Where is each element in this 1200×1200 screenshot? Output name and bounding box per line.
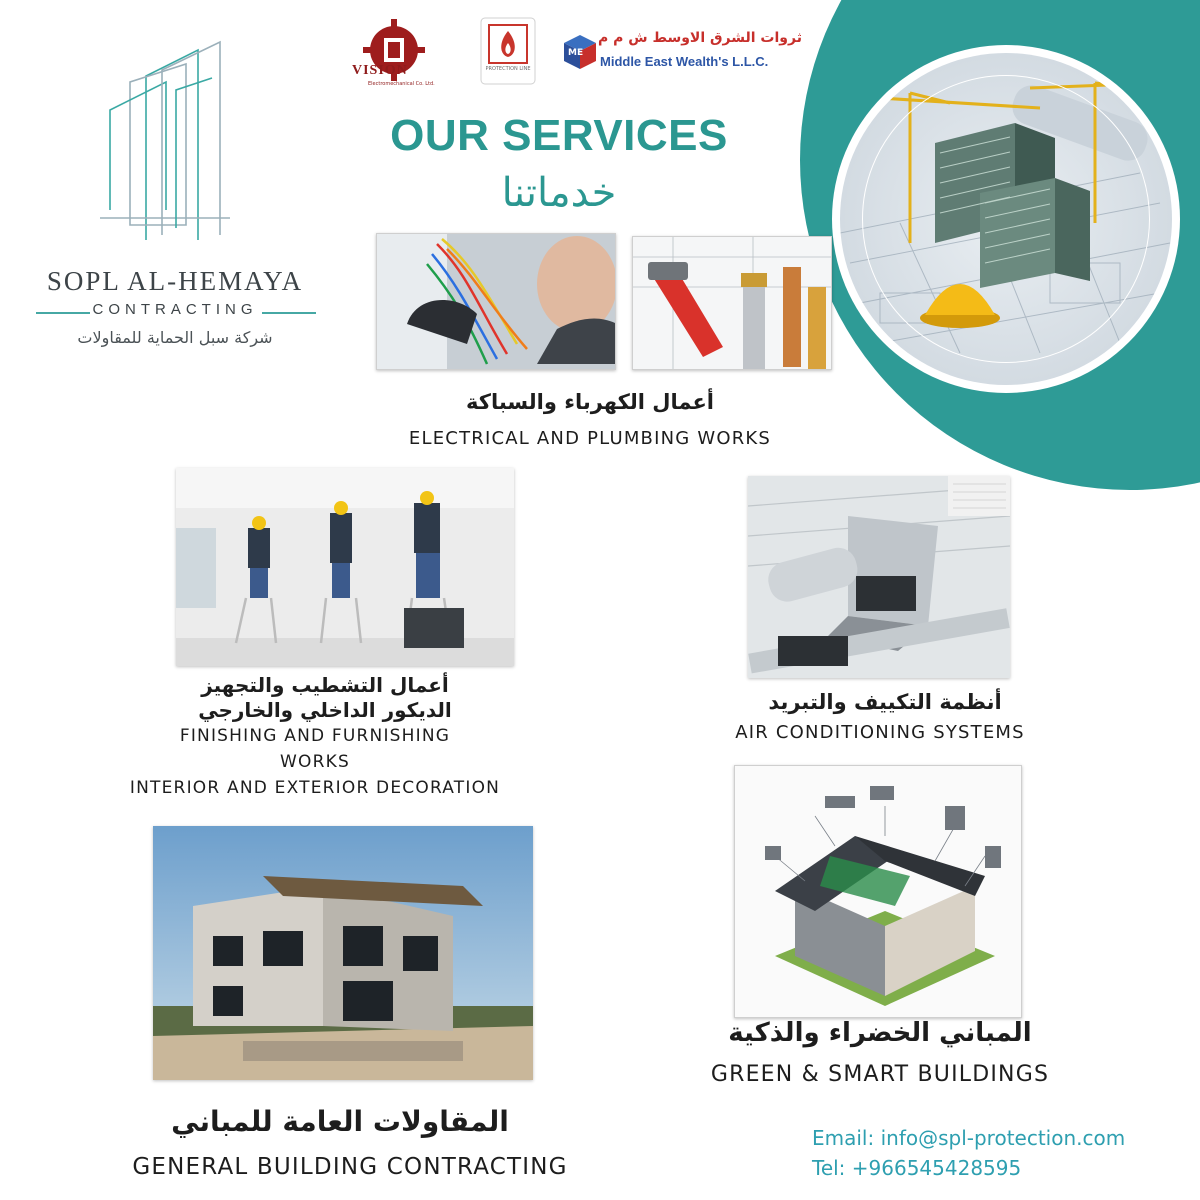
middle-east-wealth-mark-text: ME xyxy=(568,48,584,58)
hero-inner-ring xyxy=(862,75,1150,363)
plumbing-tools-image xyxy=(632,236,832,370)
general-caption-arabic: المقاولات العامة للمباني xyxy=(171,1105,509,1138)
finishing-caption-english-line3: INTERIOR AND EXTERIOR DECORATION xyxy=(129,778,501,798)
vision-logo-subtext: Electromechanical Co. Ltd. xyxy=(368,81,435,87)
page-title: OUR SERVICES xyxy=(390,111,728,160)
general-contracting-image xyxy=(153,826,533,1080)
finishing-caption-arabic-line1: أعمال التشطيب والتجهيز xyxy=(201,673,449,697)
finishing-work-image xyxy=(176,468,514,666)
contact-phone[interactable]: Tel: +966545428595 xyxy=(812,1156,1022,1180)
finishing-caption-english-line1: FINISHING AND FURNISHING xyxy=(179,726,451,746)
vision-logo-text: VISION xyxy=(352,63,408,78)
ac-caption-arabic: أنظمة التكييف والتبريد xyxy=(768,690,1002,714)
smart-building-image xyxy=(734,765,1022,1018)
air-conditioning-image xyxy=(748,476,1010,678)
electrical-work-image xyxy=(376,233,616,370)
brand-name: SOPL AL-HEMAYA xyxy=(46,266,304,296)
protection-line-logo xyxy=(480,17,536,85)
finishing-caption-arabic-line2: الديكور الداخلي والخارجي xyxy=(198,698,452,722)
smart-caption-arabic: المباني الخضراء والذكية xyxy=(728,1018,1032,1048)
contact-email[interactable]: Email: info@spl-protection.com xyxy=(812,1126,1126,1150)
smart-caption-english: GREEN & SMART BUILDINGS xyxy=(710,1062,1050,1087)
protection-line-text: PROTECTION LINE xyxy=(485,66,531,72)
company-logo xyxy=(90,20,250,245)
electrical-caption-arabic: أعمال الكهرباء والسباكة xyxy=(466,390,714,414)
brand-arabic-name: شركة سبل الحماية للمقاولات xyxy=(77,328,273,347)
ac-caption-english: AIR CONDITIONING SYSTEMS xyxy=(735,722,1025,743)
page-title-arabic: خدماتنا xyxy=(501,170,617,216)
middle-east-wealth-arabic: ثروات الشرق الاوسط ش م م xyxy=(598,30,802,46)
brand-subtitle: CONTRACTING xyxy=(92,301,258,318)
middle-east-wealth-english: Middle East Wealth's L.L.C. xyxy=(600,54,769,69)
brand-divider-right xyxy=(262,312,316,314)
finishing-caption-english-line2: WORKS xyxy=(280,752,350,772)
general-caption-english: GENERAL BUILDING CONTRACTING xyxy=(132,1154,568,1180)
electrical-caption-english: ELECTRICAL AND PLUMBING WORKS xyxy=(408,428,772,449)
